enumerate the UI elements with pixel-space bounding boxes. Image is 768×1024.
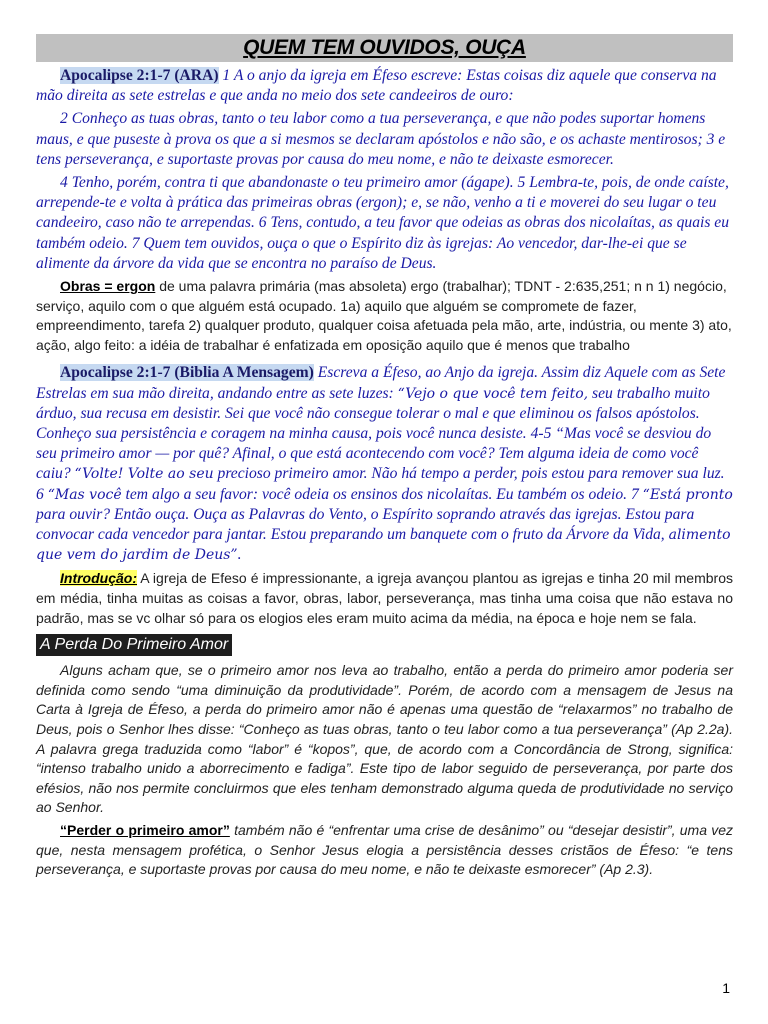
message-quote-4: “Está pronto xyxy=(642,486,733,503)
message-quote-3: “Mas você xyxy=(47,486,122,503)
page-title: QUEM TEM OUVIDOS, OUÇA xyxy=(243,36,526,59)
verse-paragraph-1 xyxy=(36,66,733,106)
body-text-2: também não é “enfrentar uma crise de desânimo” ou “desejar desistir”, uma vez que, nesta mensagem profética, o Senhor Jesus elogia a persistência desses cristãos de Éfeso: “e tens perseverança, e suportaste provas por causa do meu nome, e não te deixaste esmorecer” (Ap 2.3). xyxy=(36,821,734,878)
verse-paragraph-2 xyxy=(36,109,733,170)
intro-text: A igreja de Efeso é impressionante, a igreja avançou plantou as igrejas e tinha 20 mil membros em média, tinha muitas as coisas a favor, obras, labor, perseverança, mas tinha uma coisa que não estava no padrão, mas se vc olhar só para os elogios eles eram muito acima da média, na época e hoje nem se fala. xyxy=(36,570,733,626)
message-text-1: Escreva a Éfeso, ao Anjo da igreja. Assim diz Aquele com as Sete Estrelas em sua mão direita, andando entre as sete luzes: xyxy=(36,364,726,402)
verse-reference-ara: Apocalipse 2:1-7 (ARA) xyxy=(60,67,219,84)
verse-text-3: 4 Tenho, porém, contra ti que abandonaste o teu primeiro amor (ágape). 5 Lembra-te, pois, de onde caíste, arrepende-te e volta à prática das primeiras obras (ergon); e, se não, venho a ti e moverei do seu lugar o teu candeeiro, caso não te arrependas. 6 Tens, contudo, a teu favor que odeias as obras dos nicolaítas, as quais eu também odeio. 7 Quem tem ouvidos, ouça o que o Espírito diz às igrejas: Ao vencedor, dar-lhe-ei que se alimente da árvore da vida que se encontra no paraíso de Deus. xyxy=(36,174,730,272)
definition-term: Obras = ergon xyxy=(60,278,156,295)
intro-label: Introdução: xyxy=(60,570,137,587)
intro-paragraph xyxy=(36,569,733,628)
body-text-1: Alguns acham que, se o primeiro amor nos leva ao trabalho, então a perda do primeiro amor poderia ser definida como sendo “uma diminuição da produtividade”. Porém, de acordo com a mensagem de Jesus na Carta à Igreja de Éfeso, a perda do primeiro amor não é apenas uma questão de “relaxarmos” no trabalho de Deus, pois o Senhor lhes disse: “Conheço as tuas obras, tanto o teu labor como a tua perseverança” (Ap 2.2a). A palavra grega traduzida como “labor” é “kopos”, que, de acordo com a Concordância de Strong, significa: “intenso trabalho unido a aborrecimento e fadiga”. Este tipo de labor seguido de perseverança, por parte dos efésios, não nos permite concluirmos que eles tenham demonstrado alguma queda de produtividade no serviço ao Senhor. xyxy=(36,662,733,816)
title-bar xyxy=(36,34,733,62)
message-quote-1: “Vejo o que você tem feito, xyxy=(397,385,589,402)
document-page xyxy=(36,34,733,880)
message-paragraph xyxy=(36,363,733,565)
message-text-6: . xyxy=(237,546,242,564)
verse-text-2: 2 Conheço as tuas obras, tanto o teu labor como a tua perseverança, e que não podes suportar homens maus, e que puseste à prova os que a si mesmos se declaram apóstolos e não são, e os achaste mentirosos; 3 e tens perseverança, e suportaste provas por causa do meu nome, e não te deixaste esmorecer. xyxy=(36,110,726,168)
message-text-2: seu trabalho muito árduo, sua recusa em desistir. Sei que você não consegue tolerar o mal e que eliminou os falsos apóstolos. Conheço sua persistência e coragem na minha causa, pois você nunca desiste. 4-5 “Mas você se desviou do seu primeiro amor — por quê? Afinal, o que está acontecendo com você? Tem alguma ideia de como você caiu? xyxy=(36,384,712,483)
message-text-4: tem algo a seu favor: você odeia os ensinos dos nicolaítas. Eu também os odeio. 7 xyxy=(121,485,643,503)
verse-text-1: 1 A o anjo da igreja em Éfeso escreve: Estas coisas diz aquele que conserva na mão direita as sete estrelas e que anda no meio dos sete candeeiros de ouro: xyxy=(36,67,717,105)
message-text-3: precioso primeiro amor. Não há tempo a perder, pois estou para remover sua luz. 6 xyxy=(36,465,725,503)
definition-text: de uma palavra primária (mas absoleta) ergo (trabalhar); TDNT - 2:635,251; n n 1) negócio, serviço, aquilo com o que alguém está ocupado. 1a) aquilo que alguém se compromete de fazer, empreendimento, tarefa 2) qualquer produto, qualquer coisa afetuada pela mão, arte, indústria, ou mente 3) ato, ação, algo feito: a idéia de trabalhar é enfatizada em oposição aquilo que é menos que trabalho xyxy=(36,278,732,353)
body-term: “Perder o primeiro amor” xyxy=(60,821,230,838)
verse-reference-mensagem: Apocalipse 2:1-7 (Biblia A Mensagem) xyxy=(60,364,314,382)
message-text-5: para ouvir? Então ouça. Ouça as Palavras do Vento, o Espírito soprando através das igrejas. Estou para convocar cada vencedor para jantar. Estou preparando um banquete com o fruto da Árvore da Vida, xyxy=(36,505,695,544)
verse-paragraph-3 xyxy=(36,173,733,274)
message-quote-2: “Volte! Volte ao seu xyxy=(74,466,214,483)
page-number: 1 xyxy=(722,980,730,996)
message-quote-5: alimento que vem do jardim de Deus” xyxy=(36,527,731,564)
body-paragraph-2 xyxy=(36,821,733,880)
definition-paragraph xyxy=(36,277,733,355)
body-paragraph-1 xyxy=(36,661,733,818)
section-heading: A Perda Do Primeiro Amor xyxy=(36,634,232,656)
